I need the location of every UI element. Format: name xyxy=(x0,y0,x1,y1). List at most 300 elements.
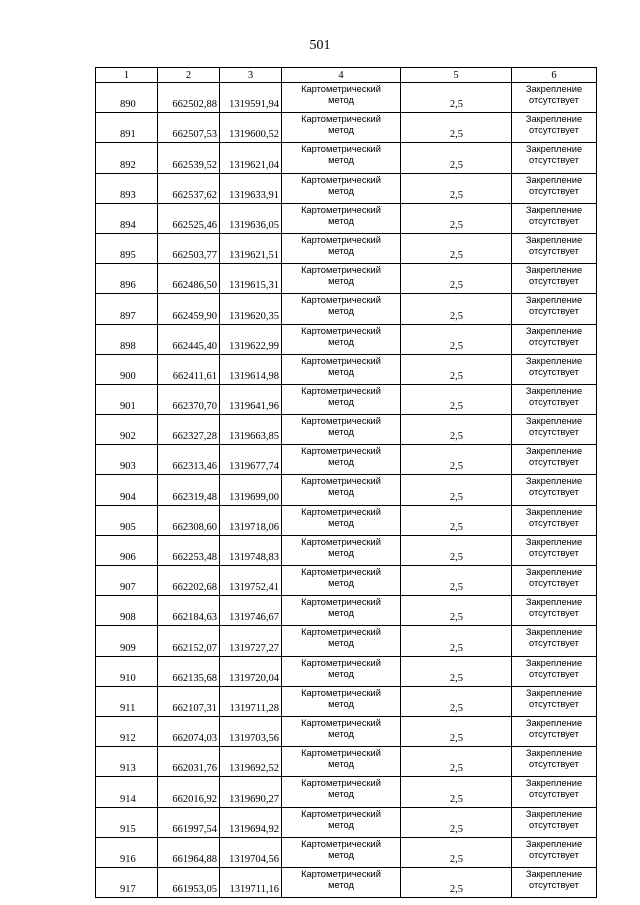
accuracy-cell: 2,5 xyxy=(401,113,512,143)
method-line: метод xyxy=(328,306,354,317)
fixing-cell xyxy=(512,656,597,686)
fixing-line: отсутствует xyxy=(529,427,579,438)
method-cell xyxy=(282,415,401,445)
y-coordinate-cell: 1319704,56 xyxy=(220,837,282,867)
fixing-line: отсутствует xyxy=(529,668,579,679)
point-number-cell: 890 xyxy=(96,83,158,113)
x-coordinate-cell: 662152,07 xyxy=(158,626,220,656)
method-cell xyxy=(282,505,401,535)
point-number-cell: 912 xyxy=(96,716,158,746)
fixing-line: отсутствует xyxy=(529,698,579,709)
x-coordinate-cell: 662319,48 xyxy=(158,475,220,505)
accuracy-cell: 2,5 xyxy=(401,83,512,113)
y-coordinate-cell: 1319600,52 xyxy=(220,113,282,143)
accuracy-cell: 2,5 xyxy=(401,807,512,837)
method-line: метод xyxy=(328,245,354,256)
method-line: Картометрический xyxy=(301,355,381,366)
fixing-line: отсутствует xyxy=(529,608,579,619)
fixing-line: отсутствует xyxy=(529,487,579,498)
point-number-cell: 893 xyxy=(96,173,158,203)
point-number-cell: 906 xyxy=(96,535,158,565)
point-number-cell: 896 xyxy=(96,264,158,294)
method-line: метод xyxy=(328,789,354,800)
method-line: Картометрический xyxy=(301,295,381,306)
fixing-line: отсутствует xyxy=(529,517,579,528)
table-row xyxy=(96,113,597,143)
y-coordinate-cell: 1319748,83 xyxy=(220,535,282,565)
method-line: Картометрический xyxy=(301,597,381,608)
method-cell xyxy=(282,113,401,143)
column-header-3: 3 xyxy=(220,68,282,83)
y-coordinate-cell: 1319621,51 xyxy=(220,233,282,263)
fixing-cell xyxy=(512,173,597,203)
point-number-cell: 894 xyxy=(96,203,158,233)
fixing-line: Закрепление xyxy=(525,657,583,668)
fixing-line: Закрепление xyxy=(525,717,583,728)
fixing-cell xyxy=(512,475,597,505)
method-line: метод xyxy=(328,215,354,226)
accuracy-cell: 2,5 xyxy=(401,354,512,384)
point-number-cell: 910 xyxy=(96,656,158,686)
table-row xyxy=(96,807,597,837)
accuracy-cell: 2,5 xyxy=(401,566,512,596)
y-coordinate-cell: 1319746,67 xyxy=(220,596,282,626)
fixing-line: Закрепление xyxy=(525,265,583,276)
method-line: метод xyxy=(328,608,354,619)
table-row xyxy=(96,143,597,173)
fixing-cell xyxy=(512,716,597,746)
fixing-line: Закрепление xyxy=(525,355,583,366)
table-row xyxy=(96,716,597,746)
fixing-line: Закрепление xyxy=(525,84,583,94)
point-number-cell: 916 xyxy=(96,837,158,867)
fixing-cell xyxy=(512,626,597,656)
fixing-line: Закрепление xyxy=(525,446,583,457)
point-number-cell: 897 xyxy=(96,294,158,324)
fixing-cell xyxy=(512,445,597,475)
method-line: Картометрический xyxy=(301,567,381,577)
fixing-line: отсутствует xyxy=(529,547,579,558)
fixing-cell xyxy=(512,747,597,777)
method-line: Картометрический xyxy=(301,84,381,94)
column-header-5: 5 xyxy=(401,68,512,83)
y-coordinate-cell: 1319621,04 xyxy=(220,143,282,173)
table-row xyxy=(96,626,597,656)
coordinates-table xyxy=(95,67,597,898)
y-coordinate-cell: 1319620,35 xyxy=(220,294,282,324)
accuracy-cell: 2,5 xyxy=(401,777,512,807)
method-line: Картометрический xyxy=(301,416,381,427)
x-coordinate-cell: 661953,05 xyxy=(158,867,220,897)
method-line: Картометрический xyxy=(301,506,381,517)
x-coordinate-cell: 662537,62 xyxy=(158,173,220,203)
x-coordinate-cell: 661964,88 xyxy=(158,837,220,867)
method-cell xyxy=(282,837,401,867)
fixing-cell xyxy=(512,203,597,233)
fixing-line: отсутствует xyxy=(529,789,579,800)
x-coordinate-cell: 662184,63 xyxy=(158,596,220,626)
method-cell xyxy=(282,83,401,113)
table-row xyxy=(96,475,597,505)
fixing-line: отсутствует xyxy=(529,638,579,649)
table-row xyxy=(96,415,597,445)
point-number-cell: 892 xyxy=(96,143,158,173)
y-coordinate-cell: 1319699,00 xyxy=(220,475,282,505)
accuracy-cell: 2,5 xyxy=(401,233,512,263)
point-number-cell: 901 xyxy=(96,384,158,414)
y-coordinate-cell: 1319711,28 xyxy=(220,686,282,716)
method-line: метод xyxy=(328,125,354,136)
method-cell xyxy=(282,354,401,384)
fixing-line: Закрепление xyxy=(525,234,583,245)
accuracy-cell: 2,5 xyxy=(401,747,512,777)
point-number-cell: 902 xyxy=(96,415,158,445)
method-cell xyxy=(282,324,401,354)
fixing-line: Закрепление xyxy=(525,174,583,185)
accuracy-cell: 2,5 xyxy=(401,264,512,294)
fixing-line: Закрепление xyxy=(525,114,583,125)
accuracy-cell: 2,5 xyxy=(401,626,512,656)
table-row xyxy=(96,203,597,233)
method-line: метод xyxy=(328,396,354,407)
point-number-cell: 917 xyxy=(96,867,158,897)
accuracy-cell: 2,5 xyxy=(401,716,512,746)
x-coordinate-cell: 662016,92 xyxy=(158,777,220,807)
method-cell xyxy=(282,566,401,596)
table-row xyxy=(96,505,597,535)
x-coordinate-cell: 662107,31 xyxy=(158,686,220,716)
fixing-line: Закрепление xyxy=(525,295,583,306)
fixing-line: Закрепление xyxy=(525,868,583,879)
accuracy-cell: 2,5 xyxy=(401,475,512,505)
fixing-line: отсутствует xyxy=(529,396,579,407)
fixing-line: отсутствует xyxy=(529,306,579,317)
y-coordinate-cell: 1319636,05 xyxy=(220,203,282,233)
fixing-cell xyxy=(512,807,597,837)
method-line: метод xyxy=(328,578,354,588)
y-coordinate-cell: 1319718,06 xyxy=(220,505,282,535)
x-coordinate-cell: 662459,90 xyxy=(158,294,220,324)
method-cell xyxy=(282,686,401,716)
point-number-cell: 905 xyxy=(96,505,158,535)
method-cell xyxy=(282,384,401,414)
method-cell xyxy=(282,445,401,475)
y-coordinate-cell: 1319711,16 xyxy=(220,867,282,897)
y-coordinate-cell: 1319641,96 xyxy=(220,384,282,414)
method-cell xyxy=(282,777,401,807)
y-coordinate-cell: 1319591,94 xyxy=(220,83,282,113)
accuracy-cell: 2,5 xyxy=(401,173,512,203)
fixing-line: Закрепление xyxy=(525,325,583,336)
table-header-row xyxy=(96,68,597,83)
method-line: метод xyxy=(328,547,354,558)
method-line: метод xyxy=(328,366,354,377)
y-coordinate-cell: 1319677,74 xyxy=(220,445,282,475)
point-number-cell: 891 xyxy=(96,113,158,143)
y-coordinate-cell: 1319633,91 xyxy=(220,173,282,203)
fixing-line: Закрепление xyxy=(525,416,583,427)
x-coordinate-cell: 662503,77 xyxy=(158,233,220,263)
column-header-1: 1 xyxy=(96,68,158,83)
point-number-cell: 903 xyxy=(96,445,158,475)
point-number-cell: 904 xyxy=(96,475,158,505)
method-cell xyxy=(282,535,401,565)
table-row xyxy=(96,324,597,354)
point-number-cell: 907 xyxy=(96,566,158,596)
accuracy-cell: 2,5 xyxy=(401,143,512,173)
method-line: Картометрический xyxy=(301,778,381,789)
fixing-line: отсутствует xyxy=(529,155,579,166)
table-row xyxy=(96,354,597,384)
x-coordinate-cell: 662486,50 xyxy=(158,264,220,294)
accuracy-cell: 2,5 xyxy=(401,203,512,233)
fixing-cell xyxy=(512,113,597,143)
fixing-cell xyxy=(512,83,597,113)
fixing-line: отсутствует xyxy=(529,879,579,890)
fixing-line: отсутствует xyxy=(529,215,579,226)
table-row xyxy=(96,837,597,867)
method-line: Картометрический xyxy=(301,717,381,728)
fixing-line: отсутствует xyxy=(529,759,579,770)
y-coordinate-cell: 1319727,27 xyxy=(220,626,282,656)
fixing-line: отсутствует xyxy=(529,245,579,256)
method-line: Картометрический xyxy=(301,748,381,759)
x-coordinate-cell: 662202,68 xyxy=(158,566,220,596)
fixing-line: отсутствует xyxy=(529,185,579,196)
table-row xyxy=(96,686,597,716)
fixing-line: Закрепление xyxy=(525,144,583,155)
method-line: метод xyxy=(328,517,354,528)
table-row xyxy=(96,596,597,626)
fixing-cell xyxy=(512,294,597,324)
fixing-line: Закрепление xyxy=(525,567,583,577)
fixing-line: отсутствует xyxy=(529,457,579,468)
y-coordinate-cell: 1319615,31 xyxy=(220,264,282,294)
fixing-cell xyxy=(512,264,597,294)
method-line: Картометрический xyxy=(301,204,381,215)
fixing-line: Закрепление xyxy=(525,778,583,789)
x-coordinate-cell: 662539,52 xyxy=(158,143,220,173)
accuracy-cell: 2,5 xyxy=(401,505,512,535)
point-number-cell: 913 xyxy=(96,747,158,777)
y-coordinate-cell: 1319703,56 xyxy=(220,716,282,746)
fixing-line: отсутствует xyxy=(529,819,579,830)
method-line: метод xyxy=(328,698,354,709)
x-coordinate-cell: 662308,60 xyxy=(158,505,220,535)
method-line: Картометрический xyxy=(301,385,381,396)
fixing-line: Закрепление xyxy=(525,838,583,849)
accuracy-cell: 2,5 xyxy=(401,324,512,354)
column-header-4: 4 xyxy=(282,68,401,83)
y-coordinate-cell: 1319614,98 xyxy=(220,354,282,384)
method-line: Картометрический xyxy=(301,476,381,487)
method-line: Картометрический xyxy=(301,446,381,457)
method-line: Картометрический xyxy=(301,114,381,125)
method-cell xyxy=(282,294,401,324)
table-row xyxy=(96,294,597,324)
method-cell xyxy=(282,747,401,777)
method-line: Картометрический xyxy=(301,174,381,185)
method-line: Картометрический xyxy=(301,838,381,849)
method-cell xyxy=(282,264,401,294)
table-row xyxy=(96,535,597,565)
table-row xyxy=(96,656,597,686)
fixing-line: Закрепление xyxy=(525,536,583,547)
y-coordinate-cell: 1319720,04 xyxy=(220,656,282,686)
fixing-cell xyxy=(512,415,597,445)
accuracy-cell: 2,5 xyxy=(401,535,512,565)
x-coordinate-cell: 662074,03 xyxy=(158,716,220,746)
y-coordinate-cell: 1319622,99 xyxy=(220,324,282,354)
method-line: метод xyxy=(328,276,354,287)
point-number-cell: 914 xyxy=(96,777,158,807)
method-line: Картометрический xyxy=(301,536,381,547)
method-line: метод xyxy=(328,95,354,105)
point-number-cell: 900 xyxy=(96,354,158,384)
fixing-line: отсутствует xyxy=(529,125,579,136)
accuracy-cell: 2,5 xyxy=(401,867,512,897)
method-cell xyxy=(282,203,401,233)
x-coordinate-cell: 662253,48 xyxy=(158,535,220,565)
x-coordinate-cell: 662327,28 xyxy=(158,415,220,445)
fixing-line: Закрепление xyxy=(525,748,583,759)
column-header-2: 2 xyxy=(158,68,220,83)
accuracy-cell: 2,5 xyxy=(401,686,512,716)
table-row xyxy=(96,777,597,807)
table-body xyxy=(96,83,597,898)
table-row xyxy=(96,173,597,203)
table-row xyxy=(96,566,597,596)
x-coordinate-cell: 662507,53 xyxy=(158,113,220,143)
table-row xyxy=(96,233,597,263)
method-cell xyxy=(282,807,401,837)
method-line: метод xyxy=(328,879,354,890)
fixing-line: отсутствует xyxy=(529,578,579,588)
fixing-line: отсутствует xyxy=(529,336,579,347)
fixing-line: Закрепление xyxy=(525,627,583,638)
fixing-cell xyxy=(512,596,597,626)
fixing-line: отсутствует xyxy=(529,849,579,860)
fixing-line: отсутствует xyxy=(529,276,579,287)
point-number-cell: 911 xyxy=(96,686,158,716)
method-line: Картометрический xyxy=(301,808,381,819)
accuracy-cell: 2,5 xyxy=(401,837,512,867)
fixing-cell xyxy=(512,354,597,384)
fixing-cell xyxy=(512,233,597,263)
accuracy-cell: 2,5 xyxy=(401,294,512,324)
method-cell xyxy=(282,716,401,746)
fixing-line: отсутствует xyxy=(529,95,579,105)
y-coordinate-cell: 1319690,27 xyxy=(220,777,282,807)
fixing-cell xyxy=(512,505,597,535)
fixing-cell xyxy=(512,686,597,716)
accuracy-cell: 2,5 xyxy=(401,596,512,626)
x-coordinate-cell: 662031,76 xyxy=(158,747,220,777)
method-line: Картометрический xyxy=(301,325,381,336)
table-row xyxy=(96,747,597,777)
method-line: метод xyxy=(328,155,354,166)
fixing-line: Закрепление xyxy=(525,204,583,215)
page-number: 501 xyxy=(309,38,331,53)
method-line: метод xyxy=(328,487,354,498)
fixing-line: Закрепление xyxy=(525,687,583,698)
x-coordinate-cell: 662370,70 xyxy=(158,384,220,414)
method-line: Картометрический xyxy=(301,265,381,276)
fixing-cell xyxy=(512,384,597,414)
fixing-line: Закрепление xyxy=(525,476,583,487)
accuracy-cell: 2,5 xyxy=(401,415,512,445)
method-line: метод xyxy=(328,638,354,649)
table-row xyxy=(96,264,597,294)
x-coordinate-cell: 662135,68 xyxy=(158,656,220,686)
table-row xyxy=(96,384,597,414)
fixing-cell xyxy=(512,867,597,897)
method-line: метод xyxy=(328,457,354,468)
point-number-cell: 895 xyxy=(96,233,158,263)
fixing-cell xyxy=(512,535,597,565)
fixing-cell xyxy=(512,324,597,354)
fixing-cell xyxy=(512,566,597,596)
method-line: Картометрический xyxy=(301,868,381,879)
method-line: метод xyxy=(328,728,354,739)
method-cell xyxy=(282,475,401,505)
x-coordinate-cell: 662411,61 xyxy=(158,354,220,384)
x-coordinate-cell: 662445,40 xyxy=(158,324,220,354)
accuracy-cell: 2,5 xyxy=(401,384,512,414)
fixing-cell xyxy=(512,777,597,807)
point-number-cell: 908 xyxy=(96,596,158,626)
table-row xyxy=(96,83,597,113)
y-coordinate-cell: 1319752,41 xyxy=(220,566,282,596)
fixing-line: Закрепление xyxy=(525,808,583,819)
method-line: метод xyxy=(328,759,354,770)
fixing-line: отсутствует xyxy=(529,728,579,739)
fixing-cell xyxy=(512,143,597,173)
x-coordinate-cell: 662525,46 xyxy=(158,203,220,233)
method-line: метод xyxy=(328,185,354,196)
accuracy-cell: 2,5 xyxy=(401,656,512,686)
method-cell xyxy=(282,656,401,686)
method-line: метод xyxy=(328,819,354,830)
method-line: метод xyxy=(328,427,354,438)
y-coordinate-cell: 1319663,85 xyxy=(220,415,282,445)
method-cell xyxy=(282,867,401,897)
method-line: Картометрический xyxy=(301,234,381,245)
y-coordinate-cell: 1319692,52 xyxy=(220,747,282,777)
accuracy-cell: 2,5 xyxy=(401,445,512,475)
table-row xyxy=(96,445,597,475)
method-line: метод xyxy=(328,849,354,860)
point-number-cell: 909 xyxy=(96,626,158,656)
point-number-cell: 915 xyxy=(96,807,158,837)
method-line: метод xyxy=(328,668,354,679)
fixing-line: Закрепление xyxy=(525,597,583,608)
method-cell xyxy=(282,233,401,263)
method-line: Картометрический xyxy=(301,687,381,698)
column-header-6: 6 xyxy=(512,68,597,83)
fixing-line: отсутствует xyxy=(529,366,579,377)
method-line: Картометрический xyxy=(301,627,381,638)
method-line: метод xyxy=(328,336,354,347)
x-coordinate-cell: 661997,54 xyxy=(158,807,220,837)
method-line: Картометрический xyxy=(301,144,381,155)
method-cell xyxy=(282,173,401,203)
x-coordinate-cell: 662313,46 xyxy=(158,445,220,475)
fixing-line: Закрепление xyxy=(525,385,583,396)
method-cell xyxy=(282,143,401,173)
fixing-cell xyxy=(512,837,597,867)
method-line: Картометрический xyxy=(301,657,381,668)
